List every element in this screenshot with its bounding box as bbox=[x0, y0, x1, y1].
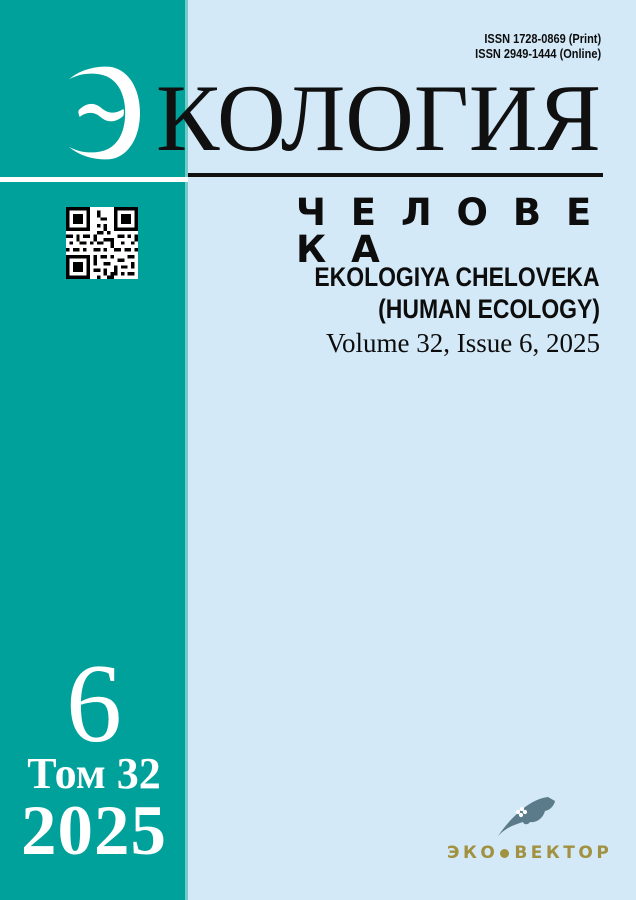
issn-online: ISSN 2949-1444 (Online) bbox=[475, 46, 601, 61]
journal-title-second-word: Ч Е Л О В Е К А bbox=[296, 191, 598, 271]
quill-feather-icon bbox=[495, 793, 559, 839]
title-rule-black bbox=[188, 173, 603, 177]
publisher-name-right: ВЕКТОР bbox=[514, 843, 613, 863]
issn-print: ISSN 1728-0869 (Print) bbox=[484, 32, 601, 46]
publisher-name-left: ЭКО bbox=[447, 843, 499, 863]
publisher-logo bbox=[440, 792, 616, 862]
title-rule-white bbox=[0, 177, 188, 182]
publisher-dot-icon bbox=[500, 849, 509, 858]
title-initial-letter bbox=[63, 66, 140, 160]
stylized-e-icon bbox=[63, 66, 140, 160]
transliterated-title: EKOLOGIYA CHELOVEKA bbox=[314, 262, 600, 292]
volume-issue-line: Volume 32, Issue 6, 2025 bbox=[326, 328, 600, 358]
publisher-name bbox=[447, 843, 612, 863]
issue-number: 6 bbox=[66, 642, 122, 766]
issn-block bbox=[475, 32, 601, 61]
qr-code-icon bbox=[66, 207, 138, 279]
volume-label: Том 32 bbox=[27, 749, 161, 798]
english-title: (HUMAN ECOLOGY) bbox=[378, 294, 600, 324]
journal-title-main: КОЛОГИЯ bbox=[156, 65, 601, 171]
year-label: 2025 bbox=[21, 792, 167, 870]
